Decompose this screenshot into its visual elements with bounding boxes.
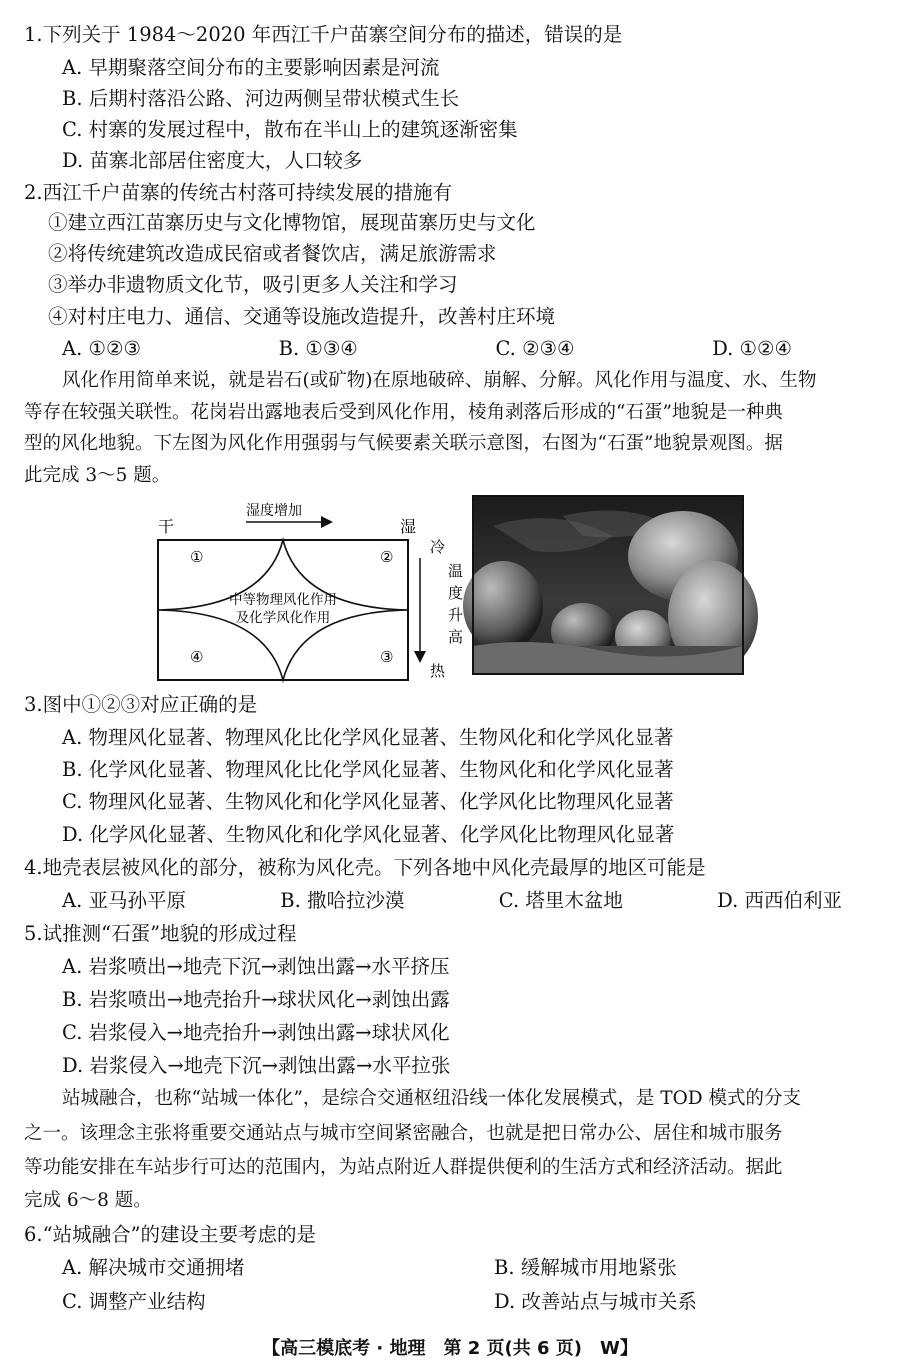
q3-option-c: C. 物理风化显著、生物风化和化学风化显著、化学风化比物理风化显著 bbox=[62, 790, 674, 813]
q5-option-a: A. 岩浆喷出→地壳下沉→剥蚀出露→水平挤压 bbox=[62, 955, 450, 978]
humidity-increase-label: 湿度增加 bbox=[246, 503, 302, 519]
page-footer: 【高三模底考 · 地理 第 2 页(共 6 页) W】 bbox=[262, 1338, 638, 1359]
q4-stem: 4.地壳表层被风化的部分，被称为风化壳。下列各地中风化壳最厚的地区可能是 bbox=[24, 856, 706, 879]
hot-label: 热 bbox=[430, 662, 446, 680]
q4-options bbox=[62, 888, 842, 914]
weathering-diagram bbox=[150, 500, 464, 680]
q3-option-d: D. 化学风化显著、生物风化和化学风化显著、化学风化比物理风化显著 bbox=[62, 823, 675, 846]
passage1-line-1: 风化作用简单来说，就是岩石(或矿物)在原地破碎、崩解、分解。风化作用与温度、水、生物 bbox=[62, 370, 817, 391]
q1-stem: 1.下列关于 1984～2020 年西江千户苗寨空间分布的描述，错误的是 bbox=[24, 23, 623, 46]
q2-options bbox=[62, 336, 792, 362]
q2-item-4: ④对村庄电力、通信、交通等设施改造提升，改善村庄环境 bbox=[48, 305, 556, 328]
region-1-label: ① bbox=[190, 548, 204, 566]
q4-option-d: D. 西西伯利亚 bbox=[717, 889, 842, 912]
q2-option-b: B. ①③④ bbox=[278, 337, 358, 360]
region-4-label: ④ bbox=[190, 648, 204, 666]
passage2-line-2: 之一。该理念主张将重要交通站点与城市空间紧密融合，也就是把日常办公、居住和城市服务 bbox=[24, 1123, 783, 1144]
q1-option-c: C. 村寨的发展过程中，散布在半山上的建筑逐渐密集 bbox=[62, 118, 518, 141]
q2-option-d: D. ①②④ bbox=[712, 337, 792, 360]
stone-egg-landform-photo bbox=[473, 496, 743, 674]
center-label-line2: 及化学风化作用 bbox=[235, 610, 331, 626]
q2-option-a: A. ①②③ bbox=[62, 337, 141, 360]
q6-option-a: A. 解决城市交通拥堵 bbox=[62, 1256, 245, 1279]
q3-option-a: A. 物理风化显著、物理风化比化学风化显著、生物风化和化学风化显著 bbox=[62, 726, 674, 749]
q6-options-row-2 bbox=[62, 1289, 697, 1315]
q5-option-c: C. 岩浆侵入→地壳抬升→剥蚀出露→球状风化 bbox=[62, 1021, 450, 1044]
q1-option-a: A. 早期聚落空间分布的主要影响因素是河流 bbox=[62, 56, 440, 79]
q4-option-b: B. 撒哈拉沙漠 bbox=[280, 889, 405, 912]
q6-options-row-1 bbox=[62, 1255, 677, 1281]
q2-stem: 2.西江千户苗寨的传统古村落可持续发展的措施有 bbox=[24, 181, 453, 204]
passage2-line-3: 等功能安排在车站步行可达的范围内，为站点附近人群提供便利的生活方式和经济活动。据此 bbox=[24, 1157, 783, 1178]
temp-rise-char-1: 温 bbox=[448, 562, 464, 580]
q4-option-c: C. 塔里木盆地 bbox=[498, 889, 623, 912]
q6-option-d: D. 改善站点与城市关系 bbox=[494, 1290, 697, 1313]
temp-rise-char-2: 度 bbox=[448, 584, 464, 602]
temp-rise-char-3: 升 bbox=[448, 606, 464, 624]
passage2-line-4: 完成 6～8 题。 bbox=[24, 1190, 152, 1211]
passage1-line-2: 等存在较强关联性。花岗岩出露地表后受到风化作用，棱角剥落后形成的“石蛋”地貌是一种典 bbox=[24, 402, 783, 423]
dry-label: 干 bbox=[158, 517, 175, 536]
q2-option-c: C. ②③④ bbox=[495, 337, 575, 360]
q3-option-b: B. 化学风化显著、物理风化比化学风化显著、生物风化和化学风化显著 bbox=[62, 758, 674, 781]
region-3-label: ③ bbox=[380, 648, 394, 666]
passage1-line-4: 此完成 3～5 题。 bbox=[24, 465, 171, 486]
temp-rise-char-4: 高 bbox=[448, 628, 464, 646]
q2-item-2: ②将传统建筑改造成民宿或者餐饮店，满足旅游需求 bbox=[48, 242, 497, 265]
q3-stem: 3.图中①②③对应正确的是 bbox=[24, 693, 258, 716]
q5-stem: 5.试推测“石蛋”地貌的形成过程 bbox=[24, 922, 297, 945]
q2-item-3: ③举办非遗物质文化节，吸引更多人关注和学习 bbox=[48, 273, 458, 296]
cold-label: 冷 bbox=[430, 538, 446, 556]
q6-option-b: B. 缓解城市用地紧张 bbox=[494, 1256, 677, 1279]
q2-item-1: ①建立西江苗寨历史与文化博物馆，展现苗寨历史与文化 bbox=[48, 211, 536, 234]
wet-label: 湿 bbox=[400, 517, 417, 536]
center-label-line1: 中等物理风化作用 bbox=[229, 592, 337, 608]
q5-option-b: B. 岩浆喷出→地壳抬升→球状风化→剥蚀出露 bbox=[62, 988, 450, 1011]
region-2-label: ② bbox=[380, 548, 394, 566]
q1-option-d: D. 苗寨北部居住密度大，人口较多 bbox=[62, 149, 363, 172]
passage1-line-3: 型的风化地貌。下左图为风化作用强弱与气候要素关联示意图，右图为“石蛋”地貌景观图。据 bbox=[24, 433, 783, 454]
q6-option-c: C. 调整产业结构 bbox=[62, 1290, 206, 1313]
q6-stem: 6.“站城融合”的建设主要考虑的是 bbox=[24, 1223, 317, 1246]
q5-option-d: D. 岩浆侵入→地壳下沉→剥蚀出露→水平拉张 bbox=[62, 1054, 451, 1077]
passage2-line-1: 站城融合，也称“站城一体化”，是综合交通枢纽沿线一体化发展模式，是 TOD 模式的分支 bbox=[62, 1088, 802, 1109]
q4-option-a: A. 亚马孙平原 bbox=[62, 889, 186, 912]
q1-option-b: B. 后期村落沿公路、河边两侧呈带状模式生长 bbox=[62, 87, 460, 110]
